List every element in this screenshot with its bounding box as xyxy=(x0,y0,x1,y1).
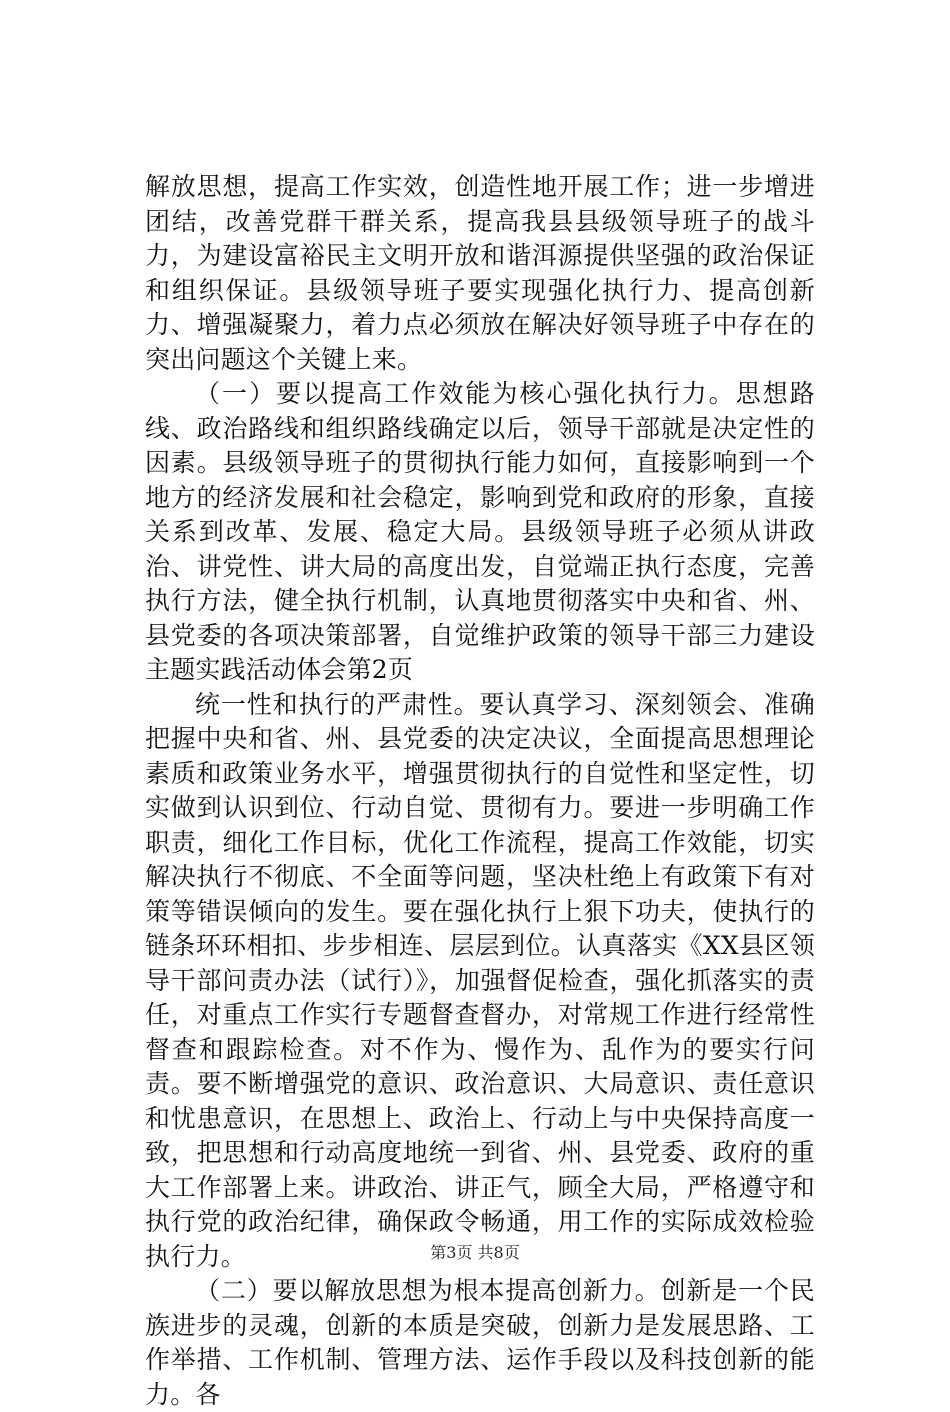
paragraph-1: 解放思想，提高工作实效，创造性地开展工作；进一步增进团结，改善党群干群关系，提高我县县级领导班子的战斗力，为建设富裕民主文明开放和谐洱源提供坚强的政治保证和组织保证。县级领导班子要实现强化执行力、提高创新力、增强凝聚力，着力点必须放在解决好领导班子中存在的突出问题这个关键上来。 xyxy=(145,172,815,374)
paragraph-4: （二）要以解放思想为根本提高创新力。创新是一个民族进步的灵魂，创新的本质是突破，创新力是发展思路、工作举措、工作机制、管理方法、运作手段以及科技创新的能力。各 xyxy=(145,1276,815,1409)
document-body xyxy=(145,170,815,1412)
paragraph-3: 统一性和执行的严肃性。要认真学习、深刻领会、准确把握中央和省、州、县党委的决定决议，全面提高思想理论素质和政策业务水平，增强贯彻执行的自觉性和坚定性，切实做到认识到位、行动自觉、贯彻有力。要进一步明确工作职责，细化工作目标，优化工作流程，提高工作效能，切实解决执行不彻底、不全面等问题，坚决杜绝上有政策下有对策等错误倾向的发生。要在强化执行上狠下功夫，使执行的链条环环相扣、步步相连、层层到位。认真落实《XX县区领导干部问责办法（试行）》，加强督促检查，强化抓落实的责任，对重点工作实行专题督查督办，对常规工作进行经常性督查和跟踪检查。对不作为、慢作为、乱作为的要实行问责。要不断增强党的意识、政治意识、大局意识、责任意识和忧患意识，在思想上、政治上、行动上与中央保持高度一致，把思想和行动高度地统一到省、州、县党委、政府的重大工作部署上来。讲政治、讲正气，顾全大局，严格遵守和执行党的政治纪律，确保政令畅通，用工作的实际成效检验执行力。 xyxy=(145,689,815,1271)
paragraph-2: （一）要以提高工作效能为核心强化执行力。思想路线、政治路线和组织路线确定以后，领导干部就是决定性的因素。县级领导班子的贯彻执行能力如何，直接影响到一个地方的经济发展和社会稳定，影响到党和政府的形象，直接关系到改革、发展、稳定大局。县级领导班子必须从讲政治、讲党性、讲大局的高度出发，自觉端正执行态度，完善执行方法，健全执行机制，认真地贯彻落实中央和省、州、县党委的各项决策部署，自觉维护政策的领导干部三力建设主题实践活动体会第2页 xyxy=(145,379,815,684)
page-footer: 第3页 共8页 xyxy=(430,1243,520,1262)
